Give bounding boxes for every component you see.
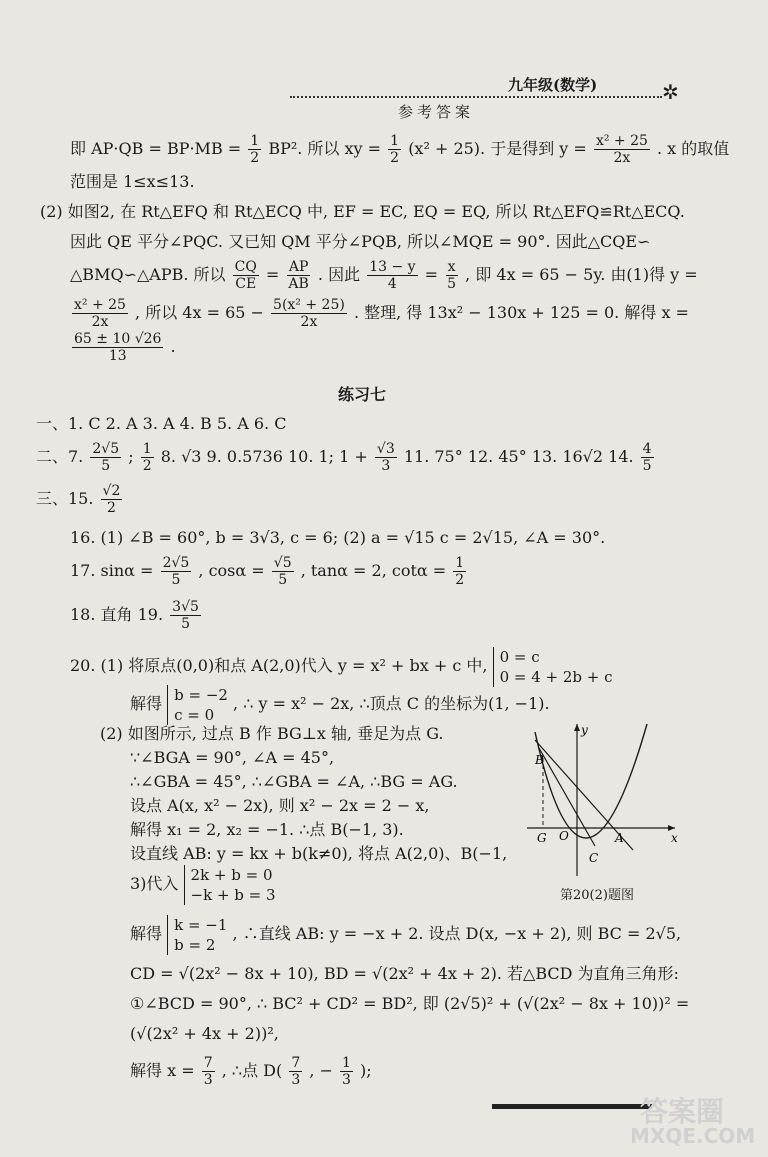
label-o: O <box>559 829 569 843</box>
text: 即 AP·QB = BP·MB = <box>70 139 242 158</box>
answer-20-2-step5: 设直线 AB: y = kx + b(k≠0), 将点 A(2,0)、B(−1, <box>130 844 508 863</box>
label-x: x <box>671 831 678 845</box>
label-b: B <box>535 753 544 767</box>
text: 二、7. <box>36 447 84 466</box>
answer-fill-section <box>36 440 656 474</box>
fraction: $\frac{2√5}{5}$ <box>92 441 120 474</box>
text: , 即 4x = 65 − 5y. 由(1)得 y = <box>465 265 698 284</box>
fraction: $\frac{1}{2}$ <box>390 133 400 166</box>
section-title: 参考答案 <box>398 103 475 121</box>
text: , cosα = <box>198 561 265 580</box>
answer-line-2: 范围是 1≤x≤13. <box>70 172 195 191</box>
answer-20-2-step1: ∵∠BGA = 90°, ∠A = 45°, <box>130 748 335 767</box>
answer-line-4: 因此 QE 平分∠PQC. 又已知 QM 平分∠PQB, 所以∠MQE = 90°. 因此△CQE∽ <box>70 232 651 251</box>
answer-20-2-step9: ①∠BCD = 90°, ∴ BC² + CD² = BD², 即 (2√5)² + (√(2x² − 8x + 10))² = <box>130 994 690 1013</box>
label-g: G <box>537 831 547 845</box>
watermark-logo: 答案圈 <box>640 1095 725 1128</box>
fraction: $\frac{√3}{3}$ <box>376 441 395 474</box>
answer-15 <box>36 482 124 516</box>
fraction: $\frac{√5}{5}$ <box>273 555 292 588</box>
parabola-figure <box>525 718 685 878</box>
equation-system: k = −1 b = 2 <box>167 915 227 955</box>
text: 3)代入 <box>130 874 179 893</box>
equation-system: b = −2 c = 0 <box>167 685 228 725</box>
answer-choice-section: 一、1. C 2. A 3. A 4. B 5. A 6. C <box>36 414 287 433</box>
text: BP². 所以 xy = <box>268 139 382 158</box>
fraction: $\frac{AP}{AB}$ <box>288 259 309 292</box>
fraction: $\frac{\text{x² + 25}}{2x}$ <box>595 133 648 166</box>
text: 解得 <box>130 694 163 713</box>
header-divider <box>290 96 662 98</box>
fraction: $\frac{1}{2}$ <box>250 133 260 166</box>
equation-system: 2k + b = 0 −k + b = 3 <box>184 865 276 905</box>
fraction: $\frac{\text{5(x² + 25)}}{2x}$ <box>273 297 345 330</box>
answer-line-3: (2) 如图2, 在 Rt△EFQ 和 Rt△ECQ 中, EF = EC, EQ = EQ, 所以 Rt△EFQ≌Rt△ECQ. <box>40 202 685 221</box>
fraction: $\frac{3√5}{5}$ <box>172 599 199 632</box>
fraction: $\frac{CQ}{CE}$ <box>234 259 257 292</box>
text: 18. 直角 19. <box>70 605 164 624</box>
watermark-url: MXQE.COM <box>630 1124 756 1148</box>
flower-icon: ✲ <box>662 80 679 104</box>
answer-line-6 <box>70 296 689 330</box>
answer-20-2-step6 <box>130 864 276 905</box>
answer-20-2-step10: (√(2x² + 4x + 2))², <box>130 1024 279 1043</box>
text: 17. sinα = <box>70 561 154 580</box>
text: ); <box>360 1061 372 1080</box>
fraction: $\frac{1}{3}$ <box>342 1055 351 1088</box>
answer-20-2-step2: ∴∠GBA = 45°, ∴∠GBA = ∠A, ∴BG = AG. <box>130 772 458 791</box>
answer-20-2-step8: CD = √(2x² − 8x + 10), BD = √(2x² + 4x + 2). 若△BCD 为直角三角形: <box>130 964 679 983</box>
fraction: $\frac{x}{5}$ <box>447 259 457 292</box>
y-axis-arrow <box>574 724 580 731</box>
footer-bar <box>492 1104 652 1109</box>
label-c: C <box>589 851 599 865</box>
equation-system: 0 = c 0 = 4 + 2b + c <box>493 647 613 687</box>
fraction: $\frac{2√5}{5}$ <box>162 555 190 588</box>
label-y: y <box>581 723 588 737</box>
answer-20-2-step7 <box>130 914 681 955</box>
answer-line-5 <box>70 258 698 292</box>
practice-title: 练习七 <box>338 385 387 404</box>
text: . x 的取值 <box>656 139 730 158</box>
text: = <box>265 265 280 284</box>
text: 8. √3 9. 0.5736 10. 1; 1 + <box>160 447 368 466</box>
answer-20-2-step3: 设点 A(x, x² − 2x), 则 x² − 2x = 2 − x, <box>130 796 430 815</box>
parabola-curve <box>535 724 647 838</box>
answer-20-2-intro: (2) 如图所示, 过点 B 作 BG⊥x 轴, 垂足为点 G. <box>100 724 444 743</box>
figure-caption: 第20(2)题图 <box>560 888 634 903</box>
fraction: $\frac{\text{x² + 25}}{2x}$ <box>74 297 126 330</box>
fraction: $\frac{13 - y}{4}$ <box>369 259 416 292</box>
fraction: $\frac{1}{2}$ <box>455 555 465 588</box>
text: . 整理, 得 13x² − 130x + 125 = 0. 解得 x = <box>353 303 689 322</box>
text: = <box>424 265 439 284</box>
answer-20-1-solve <box>130 684 550 725</box>
text: , − <box>309 1061 333 1080</box>
text: 三、15. <box>36 489 94 508</box>
fraction: $\frac{65 \pm 10 √26}{13}$ <box>74 331 162 364</box>
text: ; <box>128 447 134 466</box>
text: , 所以 4x = 65 − <box>135 303 264 322</box>
text: , ∴ y = x² − 2x, ∴顶点 C 的坐标为(1, −1). <box>233 694 550 713</box>
answer-line-7 <box>70 330 176 364</box>
text: 解得 <box>130 924 163 943</box>
fraction: $\frac{4}{5}$ <box>642 441 652 474</box>
text: △BMQ∽△APB. 所以 <box>70 265 226 284</box>
answer-20-1 <box>70 646 613 687</box>
text: 20. (1) 将原点(0,0)和点 A(2,0)代入 y = x² + bx + c 中, <box>70 656 488 675</box>
fraction: $\frac{7}{3}$ <box>203 1055 213 1088</box>
text: , tanα = 2, cotα = <box>300 561 447 580</box>
answer-16: 16. (1) ∠B = 60°, b = 3√3, c = 6; (2) a = √15 c = 2√15, ∠A = 30°. <box>70 528 606 547</box>
text: , ∴直线 AB: y = −x + 2. 设点 D(x, −x + 2), 则 BC = 2√5, <box>232 924 682 943</box>
text: . 因此 <box>317 265 361 284</box>
fraction: $\frac{√2}{2}$ <box>102 483 121 516</box>
text: , ∴点 D( <box>221 1061 283 1080</box>
text: 解得 x = <box>130 1061 195 1080</box>
answer-line-1 <box>70 132 729 166</box>
text: (x² + 25). 于是得到 y = <box>408 139 587 158</box>
answer-17 <box>70 554 468 588</box>
fraction: $\frac{7}{3}$ <box>291 1055 301 1088</box>
answer-20-2-step11 <box>130 1052 372 1090</box>
label-a: A <box>615 831 624 845</box>
grade-subject-header: 九年级(数学) <box>508 76 598 94</box>
text: 11. 75° 12. 45° 13. 16√2 14. <box>403 447 634 466</box>
text: . <box>170 337 176 356</box>
fraction: $\frac{1}{2}$ <box>142 441 152 474</box>
answer-18-19 <box>70 598 203 632</box>
answer-20-2-step4: 解得 x₁ = 2, x₂ = −1. ∴点 B(−1, 3). <box>130 820 404 839</box>
